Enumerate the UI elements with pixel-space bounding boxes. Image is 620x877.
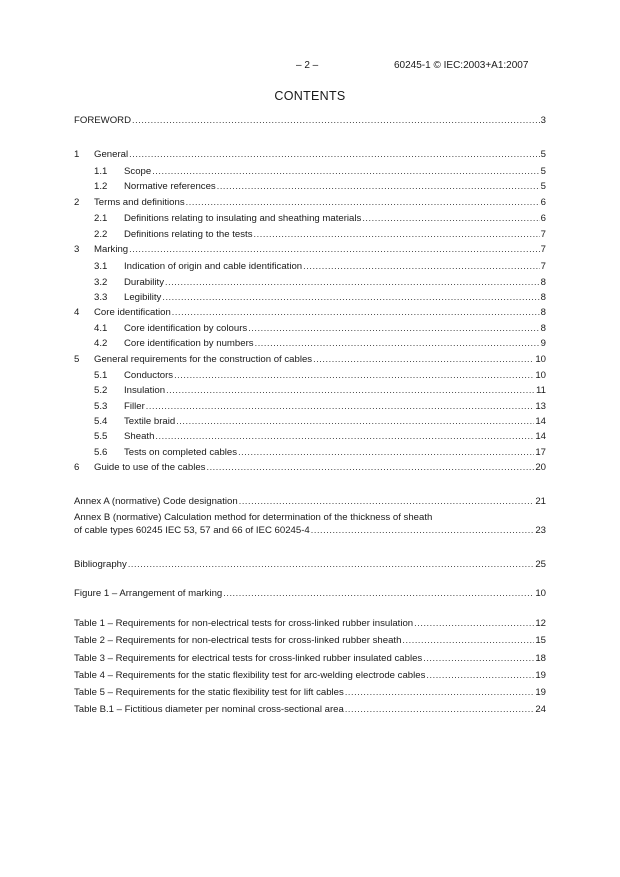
toc-entry-number: 3.2 [94,277,108,288]
toc-entry-title: Scope [124,166,152,177]
toc-entry-section-3-3[interactable] [94,291,546,303]
dot-leader [345,686,535,698]
toc-entry-title: Tests on completed cables [124,447,238,458]
toc-entry-number: 1.2 [94,181,108,192]
toc-entry-title: Marking [94,244,129,255]
toc-entry-page: 25 [535,559,546,570]
toc-entry-section-5[interactable] [74,353,546,365]
toc-entry-number: 2 [74,197,80,208]
toc-entry-section-4-1[interactable] [94,322,546,334]
document-reference: 60245-1 © IEC:2003+A1:2007 [394,60,529,71]
toc-entry-page: 8 [540,292,546,303]
toc-entry-page: 12 [535,618,546,629]
toc-entry-title: Indication of origin and cable identification [124,261,303,272]
toc-entry-title: Table 3 – Requirements for electrical tests for cross-linked rubber insulated cables [74,653,423,664]
toc-entry-number: 4 [74,307,80,318]
toc-entry-title: Filler [124,401,145,412]
toc-entry-table-4[interactable] [74,669,546,681]
toc-entry-table-b-1[interactable] [74,703,546,715]
toc-entry-section-4[interactable] [74,306,546,318]
toc-entry-section-2[interactable] [74,196,546,208]
toc-entry-title: Guide to use of the cables [94,462,206,473]
toc-entry-number: 4.2 [94,338,108,349]
toc-entry-number: 5.1 [94,370,108,381]
toc-entry-page: 14 [535,416,546,427]
toc-entry-page: 21 [535,496,546,507]
dot-leader [217,180,540,192]
toc-entry-title: Sheath [124,431,155,442]
toc-entry-title: Core identification by numbers [124,338,254,349]
toc-entry-title: Table 5 – Requirements for the static flexibility test for lift cables [74,687,344,698]
dot-leader [223,587,534,599]
toc-entry-number: 3.1 [94,261,108,272]
toc-entry-page: 5 [540,181,546,192]
contents-title: CONTENTS [274,89,346,103]
toc-entry-page: 14 [535,431,546,442]
toc-entry-section-5-4[interactable] [94,415,546,427]
toc-entry-title: Terms and definitions [94,197,185,208]
toc-entry-section-5-5[interactable] [94,430,546,442]
toc-entry-title: Annex A (normative) Code designation [74,496,238,507]
toc-entry-page: 18 [535,653,546,664]
toc-entry-table-2[interactable] [74,634,546,646]
toc-entry-section-5-2[interactable] [94,384,546,396]
toc-entry-number: 5.5 [94,431,108,442]
toc-entry-number: 5 [74,354,80,365]
dot-leader [402,634,534,646]
dot-leader [129,148,540,160]
toc-entry-section-1-1[interactable] [94,165,546,177]
toc-entry-title: Table 2 – Requirements for non-electrical tests for cross-linked rubber sheath [74,635,402,646]
dot-leader [166,384,535,396]
toc-entry-title: Table 1 – Requirements for non-electrical tests for cross-linked rubber insulation [74,618,414,629]
toc-entry-number: 3 [74,244,80,255]
toc-entry-page: 5 [540,166,546,177]
toc-entry-title: Table 4 – Requirements for the static flexibility test for arc-welding electrode cables [74,670,426,681]
toc-entry-page: 7 [540,229,546,240]
toc-entry-page: 11 [536,385,546,396]
toc-entry-page: 24 [535,704,546,715]
toc-entry-title: Definitions relating to insulating and sheathing materials [124,213,362,224]
toc-entry-page: 6 [540,213,546,224]
toc-entry-page: 7 [540,244,546,255]
dot-leader [128,558,535,570]
toc-entry-section-1[interactable] [74,148,546,160]
toc-entry-title: General [94,149,129,160]
toc-entry-annex-b[interactable] [74,524,546,536]
toc-entry-page: 8 [540,277,546,288]
toc-entry-number: 5.6 [94,447,108,458]
toc-entry-page: 5 [540,149,546,160]
toc-entry-number: 3.3 [94,292,108,303]
toc-entry-page: 19 [535,670,546,681]
toc-entry-section-3-2[interactable] [94,276,546,288]
toc-entry-annex-a[interactable] [74,495,546,507]
toc-entry-number: 5.2 [94,385,108,396]
toc-entry-title: Bibliography [74,559,127,570]
dot-leader [132,114,540,126]
toc-entry-title: Table B.1 – Fictitious diameter per nominal cross-sectional area [74,704,344,715]
toc-entry-number: 1.1 [94,166,108,177]
dot-leader [176,415,534,427]
dot-leader [186,196,540,208]
toc-entry-number: 5.4 [94,416,108,427]
dot-leader [172,306,540,318]
toc-entry-page: 13 [535,401,546,412]
toc-entry-page: 20 [535,462,546,473]
dot-leader [248,322,539,334]
dot-leader [165,276,540,288]
toc-entry-page: 8 [540,307,546,318]
dot-leader [313,353,534,365]
toc-entry-number: 5.3 [94,401,108,412]
dot-leader [146,400,535,412]
dot-leader [426,669,534,681]
toc-entry-page: 19 [535,687,546,698]
toc-entry-section-4-2[interactable] [94,337,546,349]
toc-entry-section-1-2[interactable] [94,180,546,192]
toc-entry-title: Conductors [124,370,174,381]
toc-entry-section-5-3[interactable] [94,400,546,412]
dot-leader [303,260,540,272]
dot-leader [206,461,534,473]
toc-entry-section-2-2[interactable] [94,228,546,240]
dot-leader [152,165,539,177]
toc-entry-title: Normative references [124,181,216,192]
toc-entry-page: 10 [535,354,546,365]
toc-entry-page: 17 [535,447,546,458]
toc-entry-bibliography[interactable] [74,558,546,570]
toc-entry-number: 4.1 [94,323,108,334]
dot-leader [129,243,540,255]
dot-leader [311,524,535,536]
toc-entry-page: 15 [535,635,546,646]
dot-leader [362,212,539,224]
toc-entry-figure-1[interactable] [74,587,546,599]
toc-entry-title: Insulation [124,385,166,396]
toc-entry-table-3[interactable] [74,652,546,664]
toc-entry-foreword[interactable] [74,114,546,126]
toc-entry-title: Definitions relating to the tests [124,229,253,240]
toc-entry-title: Durability [124,277,164,288]
toc-entry-table-1[interactable] [74,617,546,629]
toc-entry-annex-b-line-1[interactable]: Annex B (normative) Calculation method for determination of the thickness of sheath [74,512,433,523]
toc-entry-title: of cable types 60245 IEC 53, 57 and 66 of IEC 60245-4 [74,525,310,536]
toc-entry-title: Core identification by colours [124,323,248,334]
dot-leader [162,291,539,303]
toc-entry-page: 23 [535,525,546,536]
toc-entry-title: General requirements for the construction of cables [94,354,313,365]
dot-leader [254,228,540,240]
toc-entry-section-5-6[interactable] [94,446,546,458]
dot-leader [174,369,534,381]
toc-entry-title: Core identification [94,307,171,318]
page-number: – 2 – [296,60,319,71]
toc-entry-number: 1 [74,149,80,160]
dot-leader [238,446,534,458]
toc-entry-section-5-1[interactable] [94,369,546,381]
toc-entry-number: 6 [74,462,80,473]
toc-entry-section-2-1[interactable] [94,212,546,224]
dot-leader [423,652,534,664]
toc-entry-page: 3 [540,115,546,126]
toc-entry-section-3[interactable] [74,243,546,255]
toc-entry-title: Textile braid [124,416,176,427]
toc-entry-number: 2.2 [94,229,108,240]
toc-entry-page: 6 [540,197,546,208]
toc-entry-page: 10 [535,588,546,599]
toc-entry-page: 10 [535,370,546,381]
dot-leader [155,430,534,442]
dot-leader [414,617,534,629]
toc-entry-page: 8 [540,323,546,334]
dot-leader [345,703,535,715]
toc-entry-section-3-1[interactable] [94,260,546,272]
toc-entry-number: 2.1 [94,213,108,224]
toc-entry-title: Figure 1 – Arrangement of marking [74,588,223,599]
toc-entry-page: 7 [540,261,546,272]
toc-entry-table-5[interactable] [74,686,546,698]
toc-entry-page: 9 [540,338,546,349]
toc-entry-section-6[interactable] [74,461,546,473]
dot-leader [255,337,540,349]
dot-leader [239,495,535,507]
toc-entry-title: FOREWORD [74,115,132,126]
toc-entry-title: Legibility [124,292,162,303]
